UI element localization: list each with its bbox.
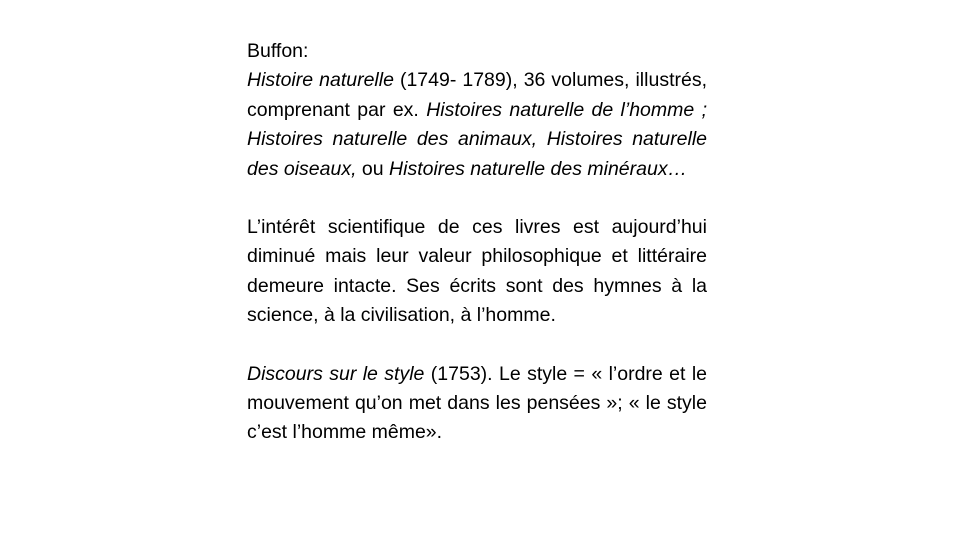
work-examples: Histoires naturelle de l’homme ; Histoires naturelle des animaux, Histoires naturelle des oiseaux,	[247, 98, 707, 180]
connector-text: ou	[356, 157, 390, 180]
interest-paragraph	[247, 213, 707, 331]
style-text: (1753). Le style = « l’ordre et le mouvement qu’on met dans les pensées »; « le style c’est l’homme même».	[247, 362, 707, 444]
author-heading: Buffon:	[247, 40, 309, 62]
last-example: Histoires naturelle des minéraux…	[389, 157, 688, 180]
paragraph-spacer	[247, 184, 707, 213]
body-text	[247, 37, 707, 448]
discours-title: Discours sur le style	[247, 362, 425, 385]
paragraph-spacer	[247, 331, 707, 360]
work-detail: (1749- 1789), 36 volumes, illustrés, comprenant par ex.	[247, 69, 707, 121]
work-title: Histoire naturelle	[247, 69, 394, 92]
interest-text: L’intérêt scientifique de ces livres est aujourd’hui diminué mais leur valeur philosophique et littéraire demeure intacte. Ses écrits sont des hymnes à la science, à la civilisation, à l’homme.	[247, 216, 707, 327]
buffon-paragraph	[247, 37, 707, 184]
style-paragraph	[247, 360, 707, 448]
